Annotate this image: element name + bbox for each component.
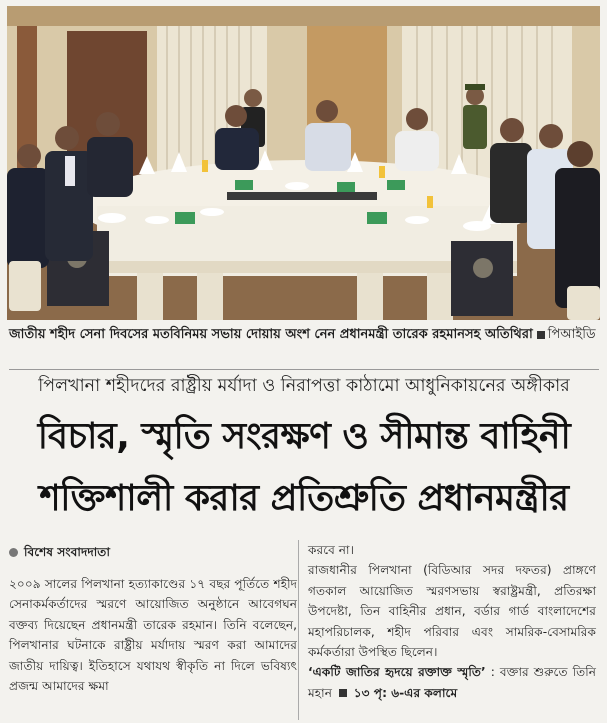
kicker: পিলখানা শহীদদের রাষ্ট্রীয় মর্যাদা ও নিরাপত্তা কাঠামো আধুনিকায়নের অঙ্গীকার: [38, 376, 570, 396]
headline: [9, 406, 599, 530]
divider: [9, 369, 599, 370]
continued-on-link[interactable]: ১৩ পৃ: ৬-এর কলামে: [353, 685, 458, 700]
caption-text: জাতীয় শহীদ সেনা দিবসের মতবিনিময় সভায় দোয়ায় অংশ নেন প্রধানমন্ত্রী তারেক রহমানসহ অতিথিরা: [9, 327, 533, 342]
bullet-icon: [9, 548, 18, 557]
article-column-right: [308, 540, 596, 703]
subhead-tail: : বক্তার শুরুতে তিনি মহান: [308, 665, 596, 700]
square-bullet-icon: [537, 331, 545, 339]
photo-credit: পিআইডি: [547, 327, 596, 342]
headline-line-2: শক্তিশালী করার প্রতিশ্রুতি প্রধানমন্ত্রীর: [39, 478, 569, 519]
article-paragraph: রাজধানীর পিলখানা (বিডিআর সদর দফতর) প্রাঙ্গণে গতকাল আয়োজিত স্মরণসভায় স্বরাষ্ট্রমন্ত্রী, প্রতিরক্ষা উপদেষ্টা, তিন বাহিনীর প্রধান, বর্ডার গার্ড বাংলাদেশের মহাপরিচালক, শহীদ পরিবার এবং সামরিক-বেসামরিক কর্মকর্তারা উপস্থিত ছিলেন।: [308, 563, 596, 660]
article-paragraph-continued: করবে না।: [308, 543, 354, 557]
article-paragraph: ২০০৯ সালের পিলখানা হত্যাকাণ্ডের ১৭ বছর পূর্তিতে শহীদ সেনাকর্মকর্তাদের স্মরণে আয়োজিত অনুষ্ঠানে আবেগঘন বক্তব্য দিয়েছেন প্রধানমন্ত্রী তারেক রহমান। তিনি বলেছেন, পিলখানার ঘটনাকে রাষ্ট্রীয় মর্যাদায় স্মরণ করা আমাদের জাতীয় দায়িত্ব। ইতিহাসে যথাযথ স্বীকৃতি না দিলে ভবিষ্যৎ প্রজন্ম আমাদের ক্ষমা: [9, 577, 297, 694]
subhead-paragraph: [308, 662, 596, 703]
headline-line-1: বিচার, স্মৃতি সংরক্ষণ ও সীমান্ত বাহিনী: [37, 416, 571, 457]
news-photo: [7, 6, 600, 320]
column-divider: [298, 540, 299, 720]
square-bullet-icon: [339, 689, 347, 697]
article-column-left: [9, 540, 297, 696]
byline-text: বিশেষ সংবাদদাতা: [24, 544, 110, 559]
photo-caption: [9, 325, 599, 345]
byline: [9, 540, 297, 564]
subhead: ‘একটি জাতির হৃদয়ে রক্তাক্ত স্মৃতি’: [308, 665, 486, 680]
